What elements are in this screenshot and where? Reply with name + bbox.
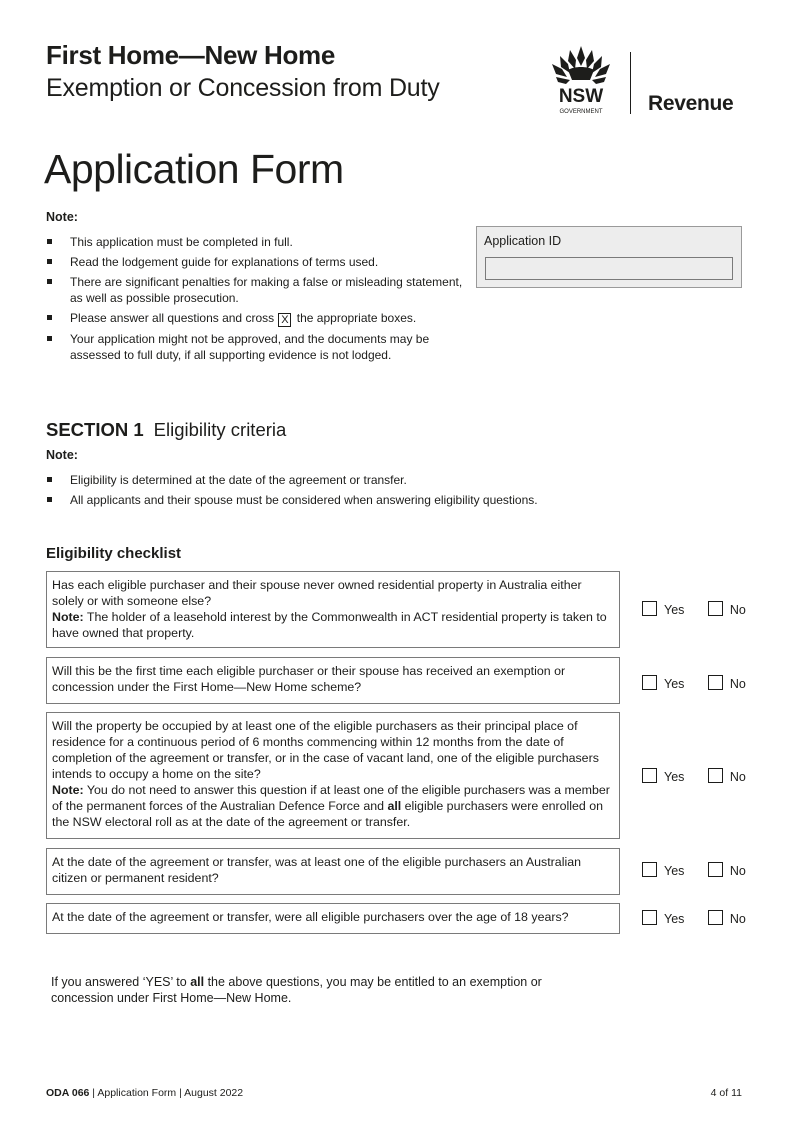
form-title: Application Form bbox=[44, 146, 344, 192]
no-checkbox[interactable] bbox=[708, 675, 723, 690]
section-note-list bbox=[46, 472, 666, 512]
note-item: Read the lodgement guide for explanations of terms used. bbox=[46, 254, 476, 270]
logo-nsw-text: NSW bbox=[558, 86, 604, 107]
no-checkbox[interactable] bbox=[708, 768, 723, 783]
question-box: At the date of the agreement or transfer, was at least one of the eligible purchasers an Australian citizen or permanent resident? bbox=[46, 848, 620, 895]
section-note-heading: Note: bbox=[46, 448, 78, 462]
application-id-label: Application ID bbox=[484, 234, 562, 248]
eligibility-summary: If you answered ‘YES’ to all the above questions, you may be entitled to an exemption or concession under First Home—New Home. bbox=[51, 975, 542, 1005]
waratah-logo-icon bbox=[548, 44, 614, 116]
answer-options: Yes No bbox=[642, 862, 746, 878]
no-checkbox[interactable] bbox=[708, 601, 723, 616]
yes-checkbox[interactable] bbox=[642, 910, 657, 925]
application-id-field[interactable] bbox=[485, 257, 733, 280]
note-item: Please answer all questions and cross X the appropriate boxes. bbox=[46, 310, 476, 327]
answer-options: Yes No bbox=[642, 768, 746, 784]
answer-options: Yes No bbox=[642, 675, 746, 691]
logo-government-text: GOVERNMENT bbox=[559, 109, 603, 115]
checklist-heading: Eligibility checklist bbox=[46, 545, 182, 562]
cross-box-icon: X bbox=[278, 313, 291, 327]
note-item: This application must be completed in full. bbox=[46, 234, 476, 250]
yes-checkbox[interactable] bbox=[642, 862, 657, 877]
note-item: There are significant penalties for making a false or misleading statement, as well as possible prosecution. bbox=[46, 274, 476, 306]
page-number: 4 of 11 bbox=[710, 1087, 742, 1099]
section-note-item: All applicants and their spouse must be considered when answering eligibility questions. bbox=[46, 492, 666, 508]
logo-divider bbox=[630, 52, 631, 114]
yes-checkbox[interactable] bbox=[642, 675, 657, 690]
question-box: At the date of the agreement or transfer, were all eligible purchasers over the age of 18 years? bbox=[46, 903, 620, 934]
logo-revenue-text: Revenue bbox=[648, 92, 734, 115]
yes-checkbox[interactable] bbox=[642, 768, 657, 783]
no-checkbox[interactable] bbox=[708, 862, 723, 877]
note-heading: Note: bbox=[46, 210, 78, 224]
answer-options: Yes No bbox=[642, 910, 746, 926]
yes-checkbox[interactable] bbox=[642, 601, 657, 616]
no-checkbox[interactable] bbox=[708, 910, 723, 925]
question-box: Will this be the first time each eligible purchaser or their spouse has received an exemption or concession under the First Home—New Home scheme? bbox=[46, 657, 620, 704]
document-title: First Home—New Home bbox=[46, 40, 336, 70]
note-item: Your application might not be approved, and the documents may be assessed to full duty, if all supporting evidence is not lodged. bbox=[46, 331, 476, 363]
note-list bbox=[46, 234, 476, 367]
question-box: Will the property be occupied by at least one of the eligible purchasers as their principal place of residence for a continuous period of 6 months commencing within 12 months from the date of completion of the agreement or transfer, or in the case of vacant land, one of the eligible purchasers intends to occupy a home on the site? Note: You do not need to answer this question if at least one of the eligible purchasers was a member of the permanent forces of the Australian Defence Force and all eligible purchasers were enrolled on the NSW electoral roll as at the date of the agreement or transfer. bbox=[46, 712, 620, 839]
footer: ODA 066 | Application Form | August 2022 bbox=[46, 1087, 244, 1099]
section-heading: SECTION 1 Eligibility criteria bbox=[46, 419, 287, 440]
question-box: Has each eligible purchaser and their spouse never owned residential property in Australia either solely or with someone else? Note: The holder of a leasehold interest by the Commonwealth in ACT residential property is taken to have owned that property. bbox=[46, 571, 620, 648]
application-id-box bbox=[476, 226, 742, 288]
answer-options: Yes No bbox=[642, 601, 746, 617]
document-subtitle: Exemption or Concession from Duty bbox=[46, 74, 440, 102]
section-note-item: Eligibility is determined at the date of the agreement or transfer. bbox=[46, 472, 666, 488]
